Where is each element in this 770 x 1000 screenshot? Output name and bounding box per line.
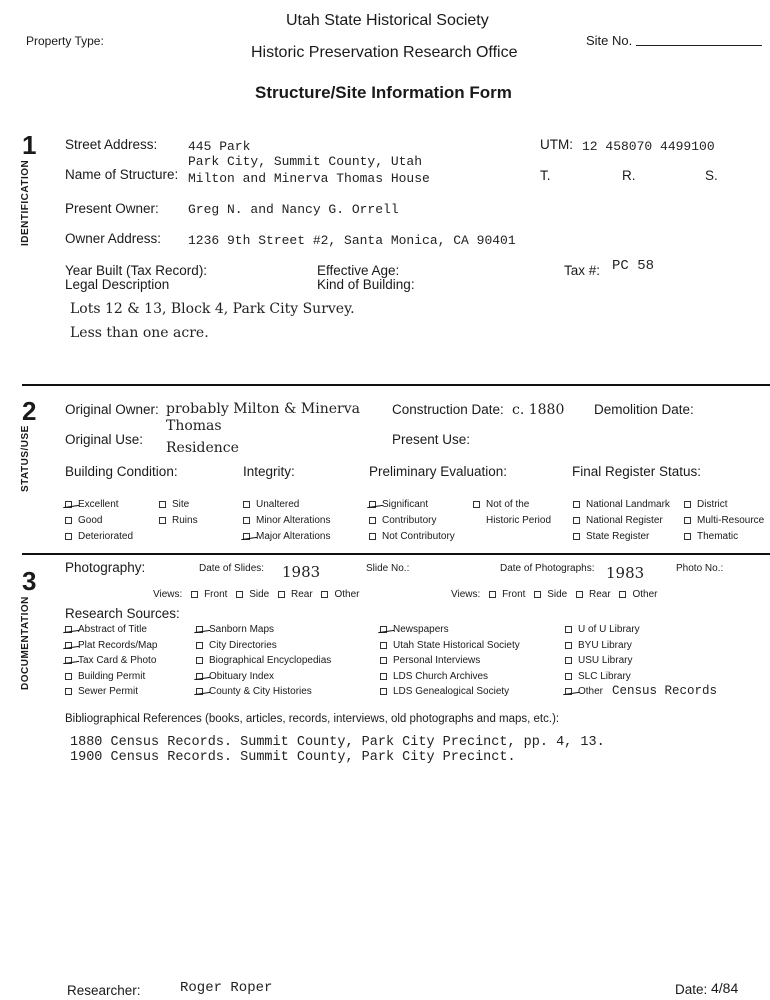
checkbox-ruins[interactable] [159, 515, 198, 526]
checkbox-box[interactable] [369, 517, 376, 524]
checkbox-biographical-encyclopedias[interactable] [196, 655, 331, 666]
checkbox-utah-state-historical-society[interactable] [380, 640, 520, 651]
construction-date-label: Construction Date: [392, 402, 504, 417]
checkbox-national-landmark[interactable] [573, 499, 670, 510]
option-label: Biographical Encyclopedias [209, 655, 332, 666]
legal-description-line-2: Less than one acre. [70, 325, 209, 341]
property-type-label: Property Type: [26, 34, 104, 48]
legal-description-line-1: Lots 12 & 13, Block 4, Park City Survey. [70, 301, 355, 317]
tax-number-label: Tax #: [564, 263, 601, 278]
slide-views [153, 589, 359, 600]
checkbox-major-alterations[interactable] [243, 531, 330, 542]
checkbox-box[interactable] [196, 642, 203, 649]
checkbox-box[interactable] [159, 517, 166, 524]
checkbox-slide-rear[interactable] [278, 591, 285, 598]
bibliography-line-1: 1880 Census Records. Summit County, Park City Precinct, pp. 4, 13. [70, 735, 605, 750]
final-register-status-label: Final Register Status: [572, 464, 702, 479]
option-label: BYU Library [578, 640, 632, 651]
legal-description-label: Legal Description [65, 277, 170, 292]
integrity-label: Integrity: [243, 464, 295, 479]
option-label: District [697, 499, 728, 510]
checkbox-sewer-permit[interactable] [65, 686, 138, 697]
checkbox-lds-church-archives[interactable] [380, 671, 488, 682]
photo-views [451, 589, 657, 600]
checkbox-box[interactable] [65, 501, 72, 508]
option-label: Not Contributory [382, 531, 455, 542]
date-value: 4/84 [711, 980, 739, 996]
checkbox-thematic[interactable] [684, 531, 738, 542]
checkbox-lds-genealogical-society[interactable] [380, 686, 509, 697]
checkbox-newspapers[interactable] [380, 624, 449, 635]
date-of-slides-label: Date of Slides: [199, 563, 265, 574]
checkbox-box[interactable] [159, 501, 166, 508]
street-address-label: Street Address: [65, 137, 158, 152]
checkbox-box[interactable] [65, 533, 72, 540]
date-of-photographs-value: 1983 [606, 564, 645, 582]
view-label: Other [334, 589, 360, 600]
divider-2 [22, 553, 770, 555]
checkbox-personal-interviews[interactable] [380, 655, 480, 666]
checkbox-multi-resource[interactable] [684, 515, 764, 526]
checkbox-box[interactable] [65, 642, 72, 649]
checkbox-photo-other[interactable] [619, 591, 626, 598]
checkbox-box[interactable] [380, 657, 387, 664]
option-label: U of U Library [578, 624, 640, 635]
option-label: Multi-Resource [697, 515, 765, 526]
original-use-value: Residence [166, 440, 239, 456]
owner-address-label: Owner Address: [65, 231, 162, 246]
checkbox-photo-rear[interactable] [576, 591, 583, 598]
option-label: Utah State Historical Society [393, 640, 520, 651]
other-source-value: Census Records [612, 684, 718, 698]
checkbox-box[interactable] [65, 626, 72, 633]
checkbox-box[interactable] [243, 517, 250, 524]
checkbox-box[interactable] [565, 657, 572, 664]
option-label: City Directories [209, 640, 277, 651]
option-label: Minor Alterations [256, 515, 331, 526]
option-label: Ruins [172, 515, 198, 526]
option-label: Tax Card & Photo [78, 655, 157, 666]
view-label: Rear [588, 589, 611, 600]
checkbox-u-of-u-library[interactable] [565, 624, 640, 635]
option-label: Obituary Index [209, 671, 275, 682]
checkbox-byu-library[interactable] [565, 640, 632, 651]
view-label: Side [249, 589, 270, 600]
option-label: Major Alterations [256, 531, 331, 542]
checkbox-county-city-histories[interactable] [196, 686, 312, 697]
checkbox-deteriorated[interactable] [65, 531, 133, 542]
office-name: Historic Preservation Research Office [251, 44, 518, 61]
kind-of-building-label: Kind of Building: [317, 277, 415, 292]
checkbox-city-directories[interactable] [196, 640, 277, 651]
option-label: Newspapers [393, 624, 449, 635]
tax-number-value: PC 58 [612, 258, 655, 274]
structure-name-label: Name of Structure: [65, 167, 179, 182]
checkbox-plat-records[interactable] [65, 640, 157, 651]
checkbox-state-register[interactable] [573, 531, 649, 542]
option-label: State Register [586, 531, 650, 542]
checkbox-box[interactable] [684, 517, 691, 524]
view-label: Front [204, 589, 228, 600]
option-label: National Landmark [586, 499, 670, 510]
site-no-field[interactable] [636, 45, 762, 46]
org-name: Utah State Historical Society [286, 12, 489, 29]
option-label: Site [172, 499, 190, 510]
present-use-label: Present Use: [392, 432, 471, 447]
historic-period-label: Historic Period [486, 515, 552, 526]
township-label: T. [540, 168, 551, 183]
section-label: S. [705, 168, 718, 183]
option-label: County & City Histories [209, 686, 312, 697]
option-label: Building Permit [78, 671, 146, 682]
range-label: R. [622, 168, 636, 183]
original-use-label: Original Use: [65, 432, 144, 447]
checkbox-not-contributory[interactable] [369, 531, 455, 542]
checkbox-box[interactable] [573, 501, 580, 508]
site-no-label: Site No. [586, 33, 633, 48]
checkbox-box[interactable] [565, 673, 572, 680]
checkbox-box[interactable] [380, 688, 387, 695]
checkbox-box[interactable] [65, 657, 72, 664]
checkbox-box[interactable] [565, 642, 572, 649]
researcher-value: Roger Roper [180, 980, 273, 996]
checkbox-significant[interactable] [369, 499, 428, 510]
present-owner-value: Greg N. and Nancy G. Orrell [188, 202, 399, 217]
view-label: Front [502, 589, 526, 600]
checkbox-box[interactable] [196, 657, 203, 664]
checkbox-box[interactable] [573, 533, 580, 540]
option-label: Sewer Permit [78, 686, 139, 697]
view-label: Rear [290, 589, 313, 600]
checkbox-slide-front[interactable] [191, 591, 198, 598]
option-label: SLC Library [578, 671, 631, 682]
option-label: Personal Interviews [393, 655, 481, 666]
checkbox-other-source[interactable] [565, 686, 603, 697]
date-of-slides-value: 1983 [282, 563, 321, 581]
checkbox-photo-front[interactable] [489, 591, 496, 598]
option-label: Contributory [382, 515, 437, 526]
checkbox-contributory[interactable] [369, 515, 436, 526]
preliminary-evaluation-label: Preliminary Evaluation: [369, 464, 508, 479]
option-label: Significant [382, 499, 429, 510]
researcher-label: Researcher: [67, 983, 141, 998]
divider-1 [22, 384, 770, 386]
view-label: Other [632, 589, 658, 600]
option-label: LDS Genealogical Society [393, 686, 510, 697]
view-label: Side [547, 589, 568, 600]
checkbox-box[interactable] [243, 501, 250, 508]
street-address-city: Park City, Summit County, Utah [188, 154, 423, 169]
checkbox-box[interactable] [369, 501, 376, 508]
section-number-1: 1 [22, 130, 37, 160]
checkbox-slc-library[interactable] [565, 671, 631, 682]
option-label: Sanborn Maps [209, 624, 275, 635]
checkbox-building-permit[interactable] [65, 671, 145, 682]
checkbox-usu-library[interactable] [565, 655, 632, 666]
photo-no-label: Photo No.: [676, 563, 724, 574]
section-label-documentation: DOCUMENTATION [20, 596, 31, 690]
checkbox-abstract-of-title[interactable] [65, 624, 147, 635]
demolition-date-label: Demolition Date: [594, 402, 694, 417]
option-label: USU Library [578, 655, 633, 666]
option-label: Deteriorated [78, 531, 134, 542]
checkbox-box[interactable] [369, 533, 376, 540]
effective-age-label: Effective Age: [317, 263, 400, 278]
checkbox-box[interactable] [684, 501, 691, 508]
checkbox-box[interactable] [196, 626, 203, 633]
building-condition-label: Building Condition: [65, 464, 178, 479]
checkbox-national-register[interactable] [573, 515, 663, 526]
section-label-identification: IDENTIFICATION [20, 159, 31, 246]
checkbox-box[interactable] [196, 688, 203, 695]
checkbox-box[interactable] [573, 517, 580, 524]
bibliographical-references-label: Bibliographical References (books, articles, records, interviews, old photographs and maps, etc.): [65, 713, 560, 725]
option-label: Excellent [78, 499, 119, 510]
structure-name-value: Milton and Minerva Thomas House [188, 171, 430, 186]
checkbox-slide-side[interactable] [236, 591, 243, 598]
section-number-2: 2 [22, 396, 37, 426]
original-owner-label: Original Owner: [65, 402, 159, 417]
form-title: Structure/Site Information Form [255, 83, 512, 102]
date-of-photographs-label: Date of Photographs: [500, 563, 595, 574]
option-label: Unaltered [256, 499, 300, 510]
section-number-3: 3 [22, 566, 37, 596]
checkbox-box[interactable] [65, 517, 72, 524]
bibliography-line-2: 1900 Census Records. Summit County, Park City Precinct. [70, 750, 516, 765]
present-owner-label: Present Owner: [65, 201, 159, 216]
checkbox-box[interactable] [473, 501, 480, 508]
option-label: Good [78, 515, 103, 526]
checkbox-site[interactable] [159, 499, 189, 510]
checkbox-sanborn-maps[interactable] [196, 624, 274, 635]
owner-address-value: 1236 9th Street #2, Santa Monica, CA 90401 [188, 233, 516, 248]
checkbox-unaltered[interactable] [243, 499, 299, 510]
checkbox-box[interactable] [243, 533, 250, 540]
views-label: Views: [153, 589, 183, 600]
checkbox-box[interactable] [565, 688, 572, 695]
checkbox-photo-side[interactable] [534, 591, 541, 598]
checkbox-box[interactable] [380, 642, 387, 649]
views-label: Views: [451, 589, 481, 600]
option-label: National Register [586, 515, 663, 526]
street-address-value: 445 Park [188, 139, 251, 154]
checkbox-box[interactable] [380, 626, 387, 633]
checkbox-district[interactable] [684, 499, 728, 510]
option-label: Not of the [486, 499, 530, 510]
photography-label: Photography: [65, 560, 146, 575]
option-label: Thematic [697, 531, 739, 542]
option-label: Plat Records/Map [78, 640, 158, 651]
original-owner-value: probably Milton & Minerva [166, 401, 360, 417]
checkbox-tax-card[interactable] [65, 655, 156, 666]
checkbox-minor-alterations[interactable] [243, 515, 330, 526]
year-built-label: Year Built (Tax Record): [65, 263, 208, 278]
checkbox-obituary-index[interactable] [196, 671, 274, 682]
utm-value: 12 458070 4499100 [582, 139, 715, 154]
date-label: Date: [675, 982, 708, 997]
checkbox-slide-other[interactable] [321, 591, 328, 598]
section-label-status-use: STATUS/USE [20, 425, 31, 492]
checkbox-box[interactable] [196, 673, 203, 680]
option-label: Abstract of Title [78, 624, 147, 635]
utm-label: UTM: [540, 137, 573, 152]
original-owner-value-2: Thomas [166, 418, 222, 434]
checkbox-not-of-the-period[interactable] [473, 499, 529, 510]
checkbox-box[interactable] [565, 626, 572, 633]
checkbox-box[interactable] [684, 533, 691, 540]
checkbox-box[interactable] [380, 673, 387, 680]
checkbox-good[interactable] [65, 515, 102, 526]
option-label: LDS Church Archives [393, 671, 489, 682]
checkbox-box[interactable] [65, 688, 72, 695]
option-label: Other [578, 686, 604, 697]
research-sources-label: Research Sources: [65, 606, 180, 621]
slide-no-label: Slide No.: [366, 563, 410, 574]
checkbox-box[interactable] [65, 673, 72, 680]
construction-date-value: c. 1880 [512, 402, 565, 418]
checkbox-excellent[interactable] [65, 499, 119, 510]
